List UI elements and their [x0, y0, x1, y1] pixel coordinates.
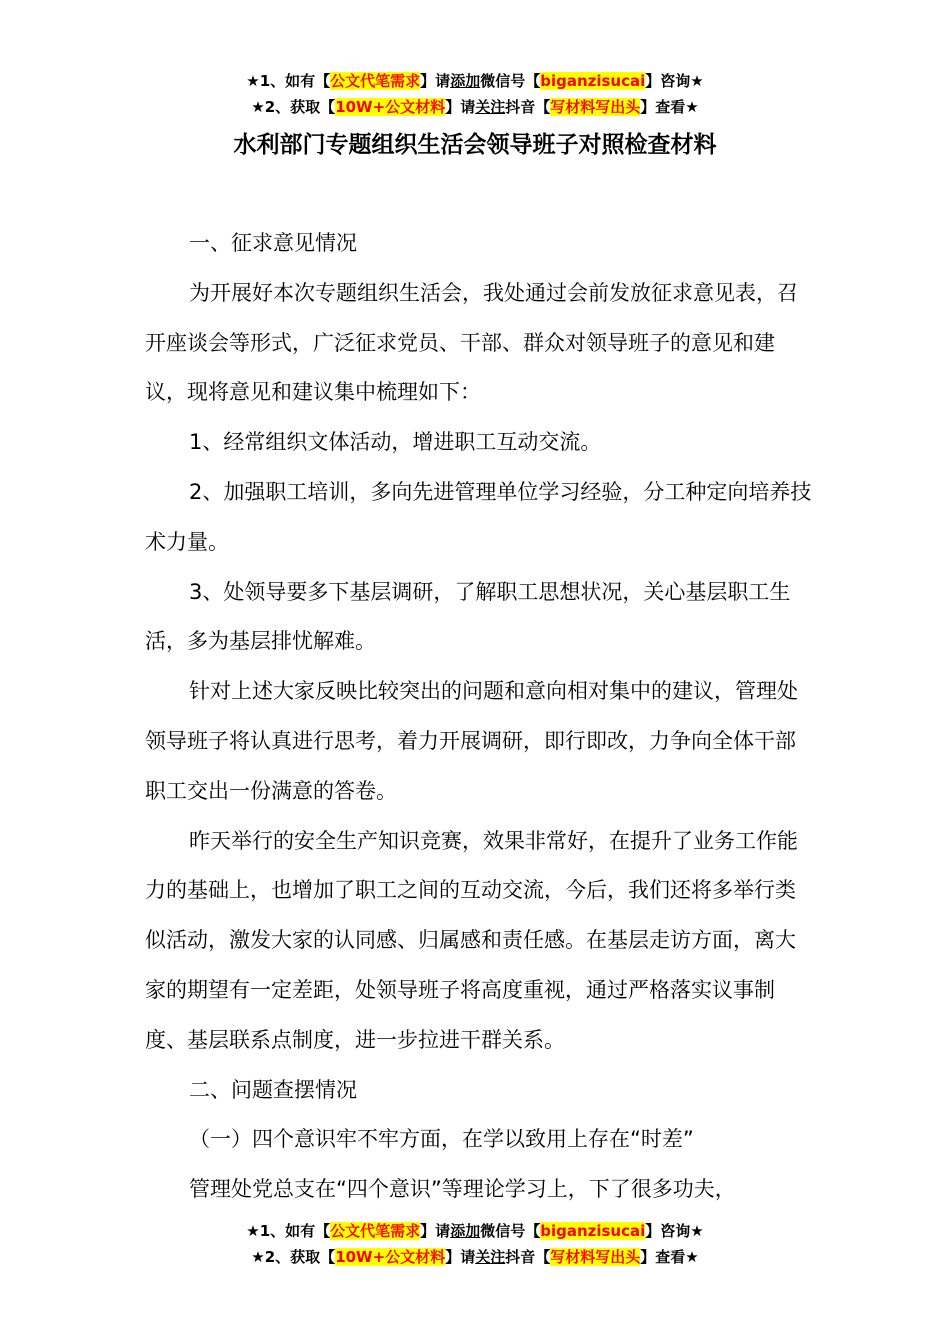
subsection-heading: （一）四个意识牢不牢方面，在学以致用上存在“时差” — [189, 1127, 694, 1152]
highlight-text: 公文代笔需求 — [330, 72, 421, 90]
underlined-text: 添加 — [450, 1222, 481, 1240]
list-item: 1、经常组织文体活动，增进职工互动交流。 — [189, 430, 602, 455]
banner-text: 抖音【 — [505, 98, 551, 116]
banner-text: 微信号【 — [480, 1222, 541, 1240]
highlight-text: 写材料写出头 — [550, 98, 641, 116]
paragraph: 为开展好本次专题组织生活会，我处通过会前发放征求意见表，召开座谈会等形式，广泛征求党员、干部、群众对领导班子的意见和建议，现将意见和建议集中梳理如下： — [145, 280, 798, 405]
footer-banner — [0, 1218, 950, 1270]
highlight-text: 公文代笔需求 — [330, 1222, 421, 1240]
document-title: 水利部门专题组织生活会领导班子对照检查材料 — [233, 132, 717, 158]
banner-text: ★2、获取【 — [251, 98, 336, 116]
highlight-text: biganzisucai — [540, 72, 646, 90]
header-banner — [0, 68, 950, 120]
banner-text: 微信号【 — [480, 72, 541, 90]
banner-text: 】请 — [420, 1222, 451, 1240]
highlight-text: biganzisucai — [540, 1222, 646, 1240]
section-heading: 一、征求意见情况 — [189, 231, 357, 255]
banner-text: 】请 — [445, 1248, 476, 1266]
banner-line-2 — [0, 1244, 950, 1270]
underlined-text: 关注 — [475, 1248, 506, 1266]
list-item: 3、处领导要多下基层调研，了解职工思想状况，关心基层职工生活，多为基层排忧解难。 — [145, 579, 791, 654]
banner-text: ★2、获取【 — [251, 1248, 336, 1266]
banner-text: 】查看★ — [640, 1248, 699, 1266]
banner-text: 】咨询★ — [645, 72, 704, 90]
banner-line-2 — [0, 94, 950, 120]
underlined-text: 添加 — [450, 72, 481, 90]
banner-text: ★1、如有【 — [246, 72, 331, 90]
banner-text: 抖音【 — [505, 1248, 551, 1266]
paragraph: 昨天举行的安全生产知识竞赛，效果非常好，在提升了业务工作能力的基础上，也增加了职工之间的互动交流，今后，我们还将多举行类似活动，激发大家的认同感、归属感和责任感。在基层走访方面，离大家的期望有一定差距，处领导班子将高度重视，通过严格落实议事制度、基层联系点制度，进一步拉进干群关系。 — [145, 828, 798, 1052]
document-body — [145, 219, 813, 1215]
paragraph: 管理处党总支在“四个意识”等理论学习上，下了很多功夫， — [189, 1177, 736, 1202]
banner-line-1 — [0, 68, 950, 94]
banner-text: 】查看★ — [640, 98, 699, 116]
highlight-text: 10W+公文材料 — [335, 1248, 446, 1266]
banner-text: ★1、如有【 — [246, 1222, 331, 1240]
list-item: 2、加强职工培训，多向先进管理单位学习经验，分工种定向培养技术力量。 — [145, 479, 812, 554]
banner-text: 】请 — [420, 72, 451, 90]
section-heading: 二、问题查摆情况 — [189, 1077, 357, 1102]
highlight-text: 10W+公文材料 — [335, 98, 446, 116]
banner-text: 】咨询★ — [645, 1222, 704, 1240]
banner-text: 】请 — [445, 98, 476, 116]
highlight-text: 写材料写出头 — [550, 1248, 641, 1266]
banner-line-1 — [0, 1218, 950, 1244]
paragraph: 针对上述大家反映比较突出的问题和意向相对集中的建议，管理处领导班子将认真进行思考，着力开展调研，即行即改，力争向全体干部职工交出一份满意的答卷。 — [145, 679, 798, 803]
underlined-text: 关注 — [475, 98, 506, 116]
